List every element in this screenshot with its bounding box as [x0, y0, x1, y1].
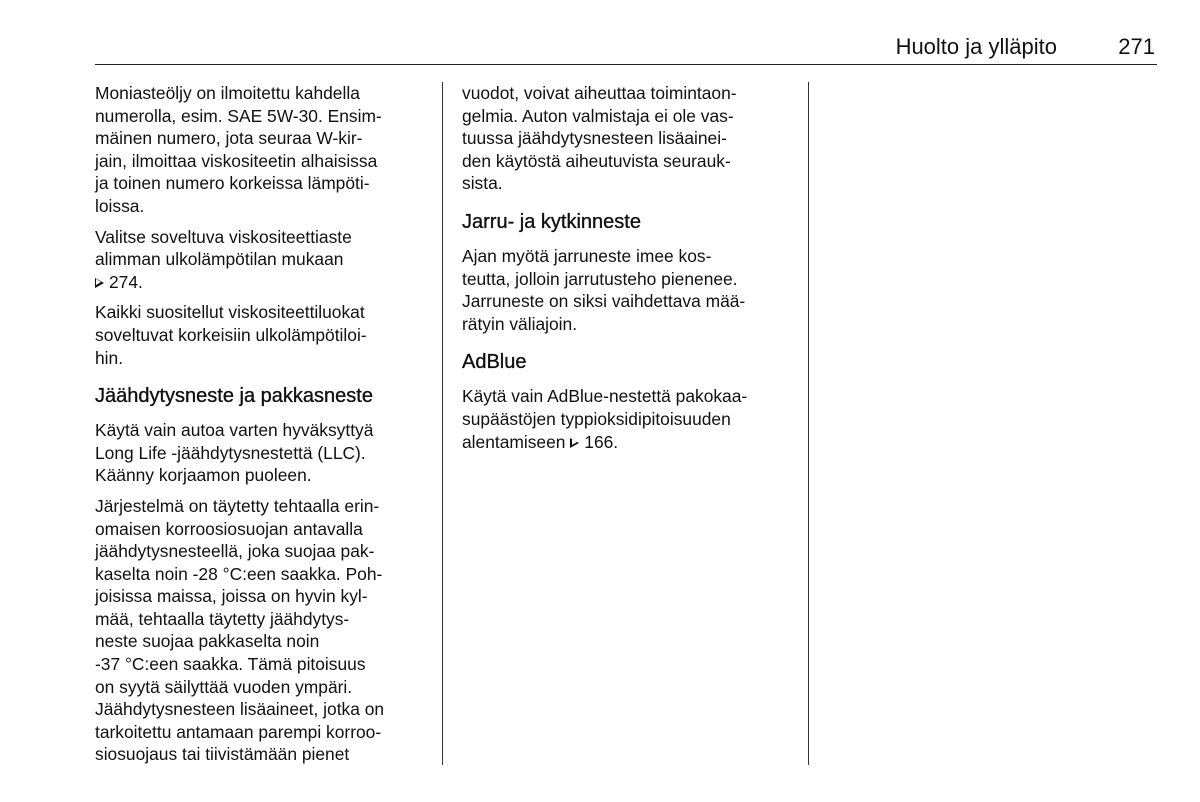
text-line: vuodot, voivat aiheuttaa toimintaon‐ — [462, 83, 737, 103]
text-column-left — [95, 82, 430, 774]
text-line: tarkoitettu antamaan parempi korroo‐ — [95, 721, 382, 742]
paragraph-adblue — [462, 385, 797, 453]
page-reference[interactable] — [95, 271, 430, 294]
text-line: Jäähdytysnesteen lisäaineet, jotka on — [95, 699, 385, 720]
text-line: tuussa jäähdytysnesteen lisäainei‐ — [462, 128, 727, 149]
text-line: teutta, jolloin jarrutusteho pienenee. — [462, 268, 738, 289]
text-line: Long Life -jäähdytysnestettä (LLC). — [95, 442, 366, 463]
heading-brake-fluid: Jarru- ja kytkinneste — [462, 210, 641, 233]
text-line: kaselta noin -28 °C:een saakka. Poh‐ — [95, 563, 383, 584]
text-line: Kaikki suositellut viskositeettiluokat — [95, 302, 365, 323]
text-line: ja toinen numero korkeissa lämpöti‐ — [95, 173, 370, 194]
paragraph-multigrade-oil — [95, 82, 430, 218]
reference-arrow-icon — [95, 278, 104, 288]
paragraph-llc-coolant — [95, 419, 430, 487]
text-fragment: alentamiseen — [462, 431, 566, 452]
text-line: siosuojaus tai tiivistämään pienet — [95, 744, 350, 765]
text-line: alimman ulkolämpötilan mukaan — [95, 249, 344, 270]
text-line: gelmia. Auton valmistaja ei ole vas‐ — [462, 105, 734, 126]
text-line: Käytä vain autoa varten hyväksyttyä — [95, 420, 374, 441]
text-line: Ajan myötä jarruneste imee kos‐ — [462, 245, 712, 266]
text-line: soveltuvat korkeisiin ulkolämpötiloi‐ — [95, 324, 367, 345]
text-line: mää, tehtaalla täytetty jäähdytys‐ — [95, 608, 350, 629]
text-line: joisissa maissa, joissa on hyvin kyl‐ — [95, 586, 368, 607]
heading-coolant: Jäähdytysneste ja pakkasneste — [95, 385, 373, 408]
text-line: Käytä vain AdBlue-nestettä pakokaa‐ — [462, 386, 748, 407]
text-line: jain, ilmoittaa viskositeetin alhaisissa — [95, 150, 378, 171]
text-line: sista. — [462, 173, 503, 194]
text-line: -37 °C:een saakka. Tämä pitoisuus — [95, 654, 366, 675]
section-title: Huolto ja ylläpito — [895, 34, 1057, 59]
text-line: numerolla, esim. SAE 5W-30. Ensim‐ — [95, 105, 382, 126]
reference-page[interactable]: 166. — [584, 431, 619, 452]
paragraph-recommended-classes — [95, 301, 430, 369]
paragraph-coolant-additives — [462, 82, 797, 195]
paragraph-viscosity-grade — [95, 226, 430, 294]
text-line: loissa. — [95, 195, 145, 216]
column-divider — [808, 82, 809, 765]
text-line: neste suojaa pakkaselta noin — [95, 631, 320, 652]
text-column-middle — [462, 82, 797, 461]
paragraph-brake-fluid — [462, 245, 797, 335]
text-line: rätyin väliajoin. — [462, 313, 578, 334]
text-line: den käytöstä aiheutuvista seurauk‐ — [462, 150, 731, 171]
paragraph-factory-fill — [95, 495, 430, 766]
text-line — [462, 431, 797, 454]
text-line: Moniasteöljy on ilmoitettu kahdella — [95, 83, 360, 103]
heading-adblue: AdBlue — [462, 351, 527, 374]
reference-arrow-icon[interactable] — [570, 438, 579, 448]
reference-page: 274. — [109, 271, 143, 292]
text-line: omaisen korroosiosuojan antavalla — [95, 518, 363, 539]
text-line: Valitse soveltuva viskositeettiaste — [95, 226, 352, 247]
column-divider — [442, 82, 443, 765]
text-line: Käänny korjaamon puoleen. — [95, 465, 312, 486]
text-line: Järjestelmä on täytetty tehtaalla erin‐ — [95, 495, 380, 516]
page-header — [95, 30, 1157, 65]
page-number: 271 — [1118, 34, 1155, 59]
text-line: supäästöjen typpioksidipitoisuuden — [462, 408, 731, 429]
text-line: mäinen numero, jota seuraa W-kir‐ — [95, 128, 363, 149]
text-line: on syytä säilyttää vuoden ympäri. — [95, 676, 353, 697]
text-line: Jarruneste on siksi vaihdettava mää‐ — [462, 291, 746, 312]
text-line: jäähdytysnesteellä, joka suojaa pak‐ — [95, 541, 375, 562]
text-line: hin. — [95, 347, 124, 368]
